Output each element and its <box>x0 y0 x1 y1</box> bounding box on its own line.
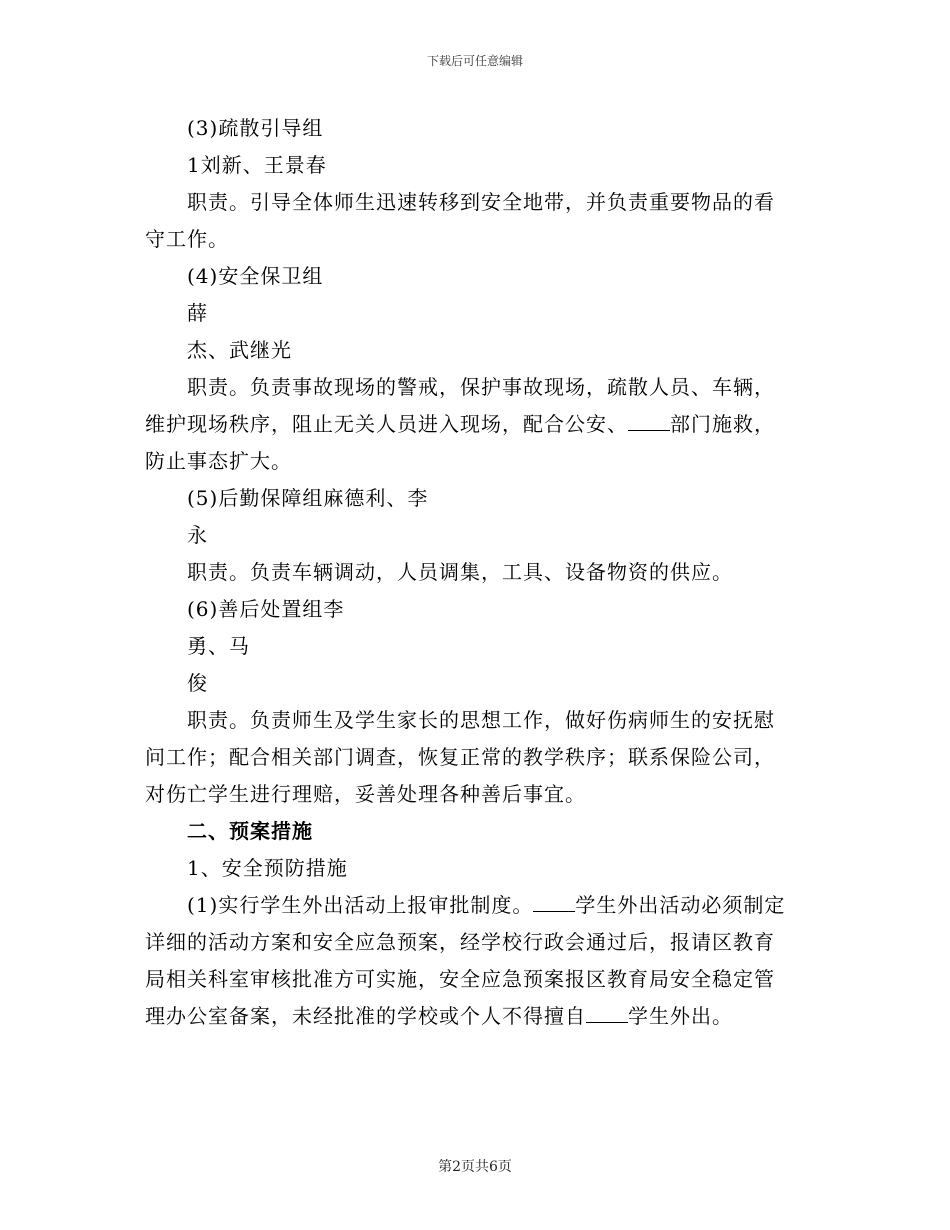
blank-underline <box>628 412 670 431</box>
members-security-1: 薛 <box>187 301 208 325</box>
section-heading-security: (4)安全保卫组 <box>187 264 324 288</box>
section-heading-logistics: (5)后勤保障组麻德利、李 <box>187 486 429 510</box>
duty-aftermath-cont-1: 问工作；配合相关部门调查，恢复正常的教学秩序；联系保险公司， <box>145 745 775 769</box>
measure-1-cont-3-a: 理办公室备案，未经批准的学校或个人不得擅自 <box>145 1004 586 1028</box>
members-logistics: 永 <box>187 523 208 547</box>
members-evacuation: 1刘新、王景春 <box>187 153 327 177</box>
members-aftermath-2: 俊 <box>187 671 208 695</box>
blank-underline <box>533 893 575 912</box>
section-heading-measures: 二、预案措施 <box>187 819 313 843</box>
page-footer: 第2页共6页 <box>438 1159 512 1175</box>
measure-1-cont-3-b: 学生外出。 <box>628 1004 733 1028</box>
blank-underline <box>586 1004 628 1023</box>
measure-1-a: (1)实行学生外出活动上报审批制度。 <box>187 893 534 917</box>
page-header: 下载后可任意编辑 <box>426 54 523 68</box>
measure-1-cont-2: 局相关科室审核批准方可实施，安全应急预案报区教育局安全稳定管 <box>145 967 775 991</box>
duty-evacuation: 职责。引导全体师生迅速转移到安全地带，并负责重要物品的看 <box>187 190 775 214</box>
duty-security-end: 防止事态扩大。 <box>145 449 292 473</box>
measure-1-cont-3 <box>145 998 815 1035</box>
duty-evacuation-cont: 守工作。 <box>145 227 229 251</box>
subheading-prevention: 1、安全预防措施 <box>187 856 348 880</box>
measure-1-b: 学生外出活动必须制定 <box>575 893 786 917</box>
document-body <box>145 110 815 1035</box>
duty-security-cont-b: 部门施救， <box>670 412 775 436</box>
duty-aftermath-cont-2: 对伤亡学生进行理赔，妥善处理各种善后事宜。 <box>145 782 586 806</box>
duty-security-cont <box>145 406 815 443</box>
duty-logistics: 职责。负责车辆调动，人员调集，工具、设备物资的供应。 <box>187 560 733 584</box>
measure-1 <box>145 887 815 924</box>
duty-security-cont-a: 维护现场秩序，阻止无关人员进入现场，配合公安、 <box>145 412 628 436</box>
section-heading-evacuation: (3)疏散引导组 <box>187 116 324 140</box>
members-security-2: 杰、武继光 <box>187 338 292 362</box>
duty-security: 职责。负责事故现场的警戒，保护事故现场，疏散人员、车辆， <box>187 375 775 399</box>
section-heading-aftermath: (6)善后处置组李 <box>187 597 345 621</box>
duty-aftermath: 职责。负责师生及学生家长的思想工作，做好伤病师生的安抚慰 <box>187 708 775 732</box>
measure-1-cont-1: 详细的活动方案和安全应急预案，经学校行政会通过后，报请区教育 <box>145 930 775 954</box>
members-aftermath-1: 勇、马 <box>187 634 250 658</box>
